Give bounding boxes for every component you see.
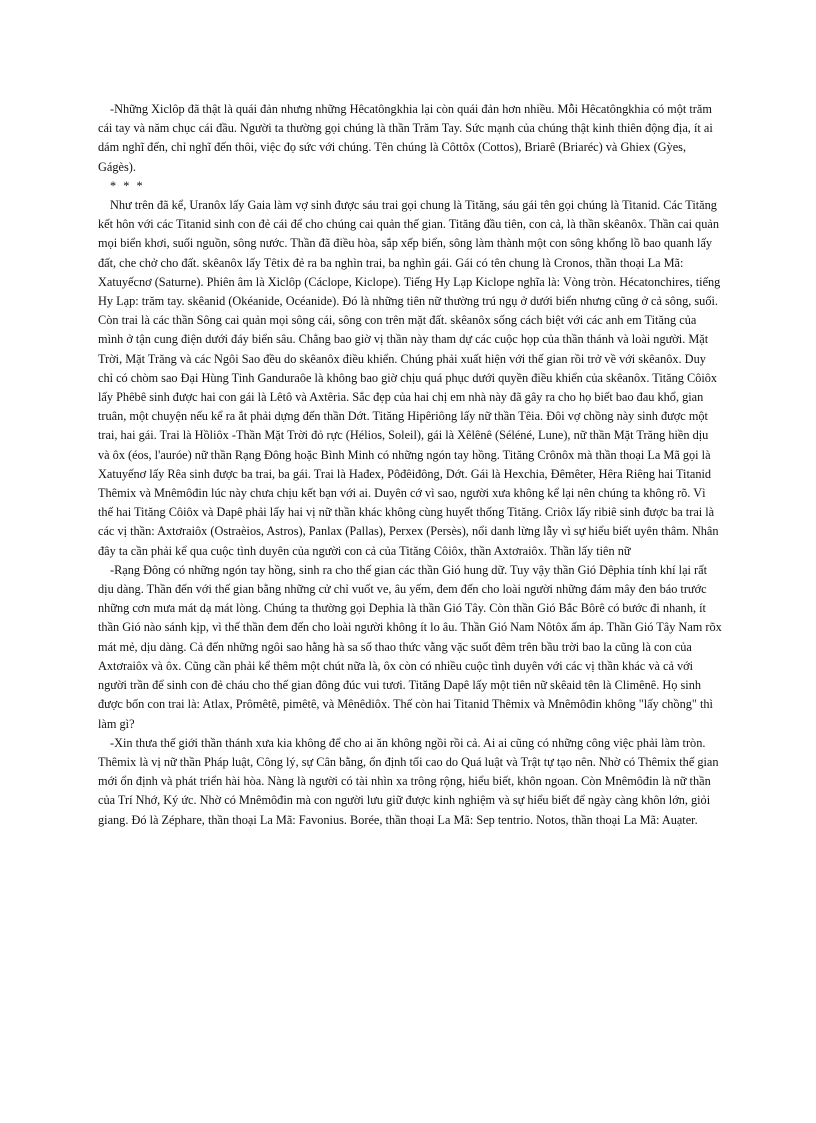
section-separator: * * * — [110, 178, 145, 193]
paragraph-themis-mnemosyne: -Xin thưa thế giới thần thánh xưa kia không để cho ai ăn không ngồi rồi cả. Ai ai cũng có những công việc phải làm tròn. Thêmix là vị nữ thần Pháp luật, Công lý, sự Cân bằng, ổn định tối cao do Quá luật và Trật tự tạo nên. Nhờ có Thêmix thế gian mới ổn định và phát triển hài hòa. Nàng là người có tài nhìn xa trông rộng, hiểu biết, khôn ngoan. Còn Mnêmôđin là nữ thần của Trí Nhớ, Ký ức. Nhờ có Mnêmôđin mà con người lưu giữ được kinh nghiệm và sự hiểu biết để ngày càng khôn lớn, giỏi giang. Đó là Zéphare, thần thoại La Mã: Favonius. Borée, thần thoại La Mã: Sep tentrio. Notos, thần thoại La Mã: Auạter. — [98, 735, 719, 827]
paragraph-hecatonchires: -Những Xiclôp đã thật là quái đản nhưng những Hêcatôngkhia lại còn quái đản hơn nhiều. Mỗi Hêcatôngkhia có một trăm cái tay và năm chục cái đầu. Người ta thường gọi chúng là thần Trăm Tay. Sức mạnh của chúng thật kinh thiên động địa, ít ai dám nghĩ đến, chỉ nghĩ đến thôi, việc đọ sức với chúng. Tên chúng là Côttôx (Cottos), Briarê (Briaréc) và Ghiex (Gỳes, Gágès). — [98, 102, 713, 174]
document-page — [98, 100, 722, 830]
paragraph-titans: Như trên đã kể, Uranôx lấy Gaia làm vợ sinh được sáu trai gọi chung là Tităng, sáu gái tên gọi chúng là Titanid. Các Tităng kết hôn với các Titanid sinh con đẻ cái để cho chúng cai quản thế gian. Tităng đầu tiên, con cả, là thần skêanôx. Thần cai quản mọi biển khơi, suối nguồn, sông nước. Thần đã điều hòa, sắp xếp biển, sông làm thành một con sông khổng lồ bao quanh lấy đất, che chở cho đất. skêanôx lấy Têtix đẻ ra ba nghìn trai, ba nghìn gái. Gái có tên chung là Cronos, thần thoại La Mã: Xatuyếcnơ (Saturne). Phiên âm là Xiclôp (Cáclope, Kiclope). Tiếng Hy Lạp Kiclope nghĩa là: Vòng tròn. Hécatonchires, tiếng Hy Lạp: trăm tay. skêanid (Okéanide, Océanide). Đó là những tiên nữ thường trú ngụ ở dưới biển nhưng cũng ở cả sông, suối. Còn trai là các thần Sông cai quản mọi sông cái, sông con trên mặt đất. skêanôx sống cách biệt với các anh em Tităng của mình ở tận cung điện dưới đáy biển sâu. Chẳng bao giờ vị thần này tham dự các cuộc họp của thần thánh và loài người. Mặt Trời, Mặt Trăng và các Ngôi Sao đều do skêanôx điều khiển. Chúng phải xuất hiện với thế gian rồi trở về với skêanôx. Duy chỉ có chòm sao Đại Hùng Tinh Ganduraôe là không bao giờ chịu quá phục dưới quyền điều khiển của skêanôx. Tităng Côiôx lấy Phêbê sinh được hai con gái là Lêtô và Axtêria. Sắc đẹp của hai chị em nhà này đã gây ra cho họ biết bao đau khổ, gian truân, một chuyện nếu kể ra ắt phải dựng đến thần Dớt. Tităng Hipêriông lấy nữ thần Têia. Đôi vợ chồng này sinh được một trai, hai gái. Trai là Hồliôx -Thần Mặt Trời đỏ rực (Hélios, Soleil), gái là Xêlênê (Séléné, Lune), nữ thần Mặt Trăng hiền dịu và ôx (éos, l'auróe) nữ thần Rạng Đông hoặc Bình Minh có những ngón tay hồng. Tităng Crônôx mà thần thoại La Mã gọi là Xatuyếnơ lấy Rêa sinh được ba trai, ba gái. Trai là Hađex, Pôđêiđông, Dớt. Gái là Hexchia, Đêmêter, Hêra Riêng hai Titanid Thêmix và Mnêmôđin lúc này chưa chịu kết bạn với ai. Duyên cớ vì sao, người xưa không kể lại nên chúng ta không rõ. Vì thế hai Tităng Côiôx và Dapê phải lấy hai vị nữ thần khác không cùng huyết thống Tităng. Criôx lấy ribiê sinh được ba trai là các vị thần: Axtơraiôx (Ostraèios, Astros), Panlax (Pallas), Perxex (Persès), nổi danh lừng lẫy vì sự hiểu biết uyên thâm. Nhân đây ta cần phải kể qua cuộc tình duyên của người con cả của Tităng Côiôx, thần Axtơraiôx. Thần lấy tiên nữ — [98, 198, 721, 558]
paragraph-winds: -Rạng Đông có những ngón tay hồng, sinh ra cho thế gian các thần Gió hung dữ. Tuy vậy thần Gió Dêphia tính khí lại rất dịu dàng. Thần đến với thế gian bằng những cử chỉ vuốt ve, âu yếm, đem đến cho loài người những đám mây đen báo trước những cơn mưa mát dạ mát lòng. Chúng ta thường gọi Dephia là thần Gió Tây. Còn thần Gió Bắc Bôrê có bước đi nhanh, ít thần Gió nào sánh kịp, vì thế thần đem đến cho loài người không ít lo âu. Thần Gió Nam Nôtôx ấm áp. Thần Gió Tây Nam rõx mát mẻ, dịu dàng. Cả đến những ngôi sao hằng hà sa số thao thức vằng vặc suốt đêm trên bầu trời bao la cũng là con của Axtơraiôx và ôx. Cũng cần phải kể thêm một chút nữa là, ôx còn có nhiều cuộc tình duyên với các vị thần khác và cả với người trần để sinh con đẻ cháu cho thế gian đông đúc vui tươi. Tităng Dapê lấy một tiên nữ skêaid tên là Climênê. Họ sinh được bốn con trai là: Atlax, Prômêtê, pimêtê, và Mênêdiôx. Thế còn hai Titanid Thêmix và Mnêmôđin không "lấy chồng" thì làm gì? — [98, 562, 722, 731]
